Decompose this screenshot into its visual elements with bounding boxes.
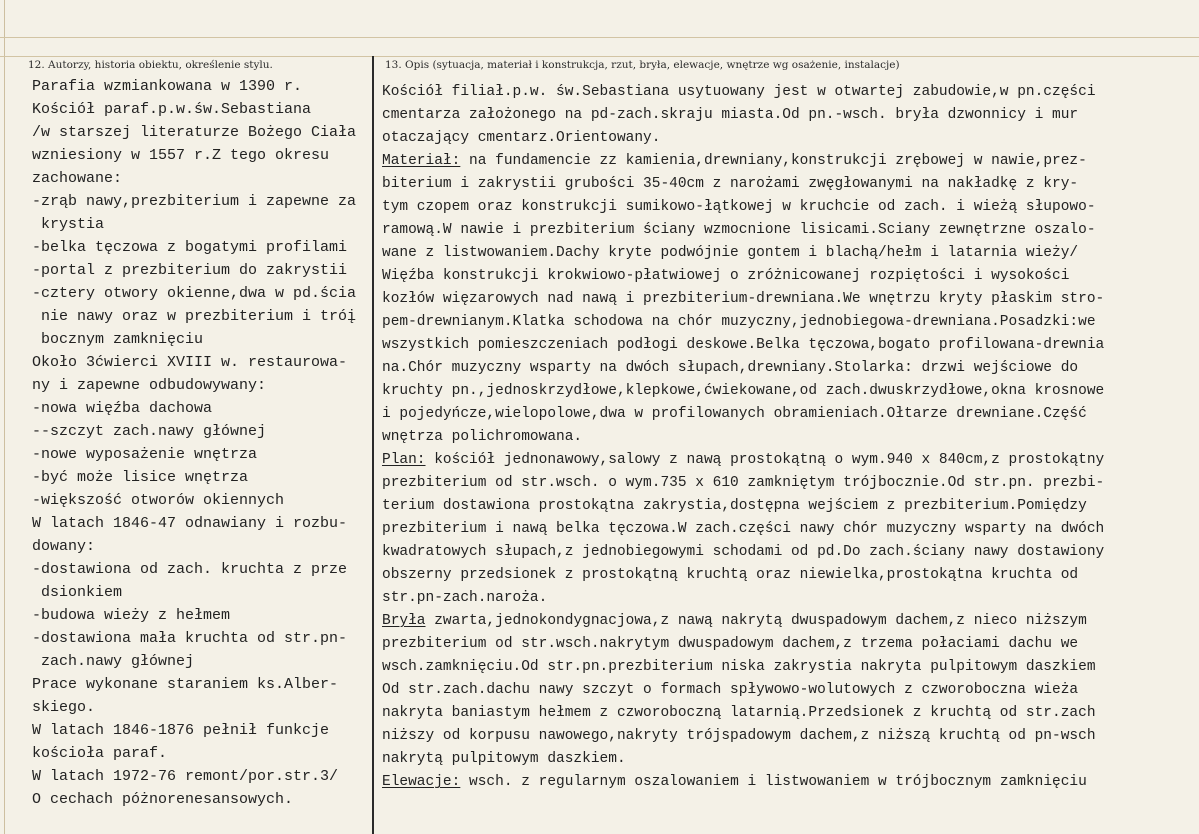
description-line: kozłów więzarowych nad nawą i prezbiterium-drewniana.We wnętrzu kryty płaskim stro-	[382, 291, 1105, 307]
history-line: W latach 1846-47 odnawiany i rozbu-	[32, 515, 348, 532]
history-line: /w starszej literaturze Bożego Ciała	[32, 124, 357, 141]
description-line: cmentarza założonego na pd-zach.skraju miasta.Od pn.-wsch. bryła dzwonnicy i mur	[382, 107, 1079, 123]
description-line: niższy od korpusu nawowego,nakryty trójspadowym dachem,z niższą kruchtą od pn-wsch	[382, 728, 1096, 744]
right-column-header: 13. Opis (sytuacja, materiał i konstrukcja, rzut, bryła, elewacje, wnętrze wg osażenie, instalacje)	[385, 59, 900, 71]
description-line: kruchty pn.,jednoskrzydłowe,klepkowe,ćwiekowane,od zach.dwuskrzydłowe,okna krosnowe	[382, 383, 1105, 399]
history-line: -cztery otwory okienne,dwa w pd.ścia	[32, 285, 357, 302]
history-line: bocznym zamknięciu	[32, 331, 204, 348]
header-rule-top	[0, 37, 1199, 38]
description-line: Więźba konstrukcji krokwiowo-płatwiowej o zróżnicowanej rozpiętości i wysokości	[382, 268, 1070, 284]
description-line: wnętrza polichromowana.	[382, 429, 583, 445]
section-keyword: Materiał:	[382, 153, 461, 169]
history-line: -nowa więźba dachowa	[32, 400, 213, 417]
description-line: nakryta baniastym hełmem z czworoboczną latarnią.Przedsionek z kruchtą od str.zach	[382, 705, 1096, 721]
history-line: dowany:	[32, 538, 96, 555]
description-line: wane z listwowaniem.Dachy kryte podwójnie gontem i blachą/hełm i latarnia wieży/	[382, 245, 1079, 261]
description-line: Bryła zwarta,jednokondygnacjowa,z nawą nakrytą dwuspadowym dachem,z nieco niższym	[382, 613, 1087, 629]
history-line: wzniesiony w 1557 r.Z tego okresu	[32, 147, 330, 164]
description-line: Od str.zach.dachu nawy szczyt o formach spływowo-wolutowych z czworoboczna wieża	[382, 682, 1079, 698]
history-line: -być może lisice wnętrza	[32, 469, 249, 486]
history-line: Parafia wzmiankowana w 1390 r.	[32, 78, 303, 95]
history-line: Kościół paraf.p.w.św.Sebastiana	[32, 101, 312, 118]
history-line: Około 3ćwierci XVIII w. restaurowa-	[32, 354, 348, 371]
description-line: kwadratowych słupach,z jednobiegowymi schodami od pd.Do zach.ściany nawy dostawiony	[382, 544, 1105, 560]
section-keyword: Elewacje:	[382, 774, 461, 790]
description-line: wszystkich pomieszczeniach podłogi deskowe.Belka tęczowa,bogato profilowana-drewnia	[382, 337, 1105, 353]
history-line: -belka tęczowa z bogatymi profilami	[32, 239, 348, 256]
section-keyword: Plan:	[382, 452, 426, 468]
column-divider	[372, 56, 374, 834]
history-column	[32, 75, 356, 811]
description-line: ramową.W nawie i prezbiterium ściany wzmocnione lisicami.Sciany zewnętrzne oszalo-	[382, 222, 1096, 238]
history-line: W latach 1972-76 remont/por.str.3/	[32, 768, 339, 785]
description-line: wsch.zamknięciu.Od str.pn.prezbiterium niska zakrystia nakryta pulpitowym daszkiem	[382, 659, 1096, 675]
history-line: kościoła paraf.	[32, 745, 168, 762]
description-line: Kościół filiał.p.w. św.Sebastiana usytuowany jest w otwartej zabudowie,w pn.części	[382, 84, 1096, 100]
description-line: Plan: kościół jednonawowy,salowy z nawą prostokątną o wym.940 x 840cm,z prostokątny	[382, 452, 1105, 468]
history-line: zach.nawy głównej	[32, 653, 195, 670]
history-line: zachowane:	[32, 170, 123, 187]
description-line: nakrytą pulpitowym daszkiem.	[382, 751, 626, 767]
history-line: Prace wykonane staraniem ks.Alber-	[32, 676, 339, 693]
history-line: -nowe wyposażenie wnętrza	[32, 446, 258, 463]
history-line: -większość otworów okiennych	[32, 492, 285, 509]
description-line: terium dostawiona prostokątna zakrystia,dostępna wejściem z prezbiterium.Pomiędzy	[382, 498, 1087, 514]
history-line: -dostawiona mała kruchta od str.pn-	[32, 630, 348, 647]
description-column	[382, 81, 1104, 794]
description-line: na.Chór muzyczny wsparty na dwóch słupach,drewniany.Stolarka: drzwi wejściowe do	[382, 360, 1079, 376]
left-margin-rule	[4, 0, 5, 834]
description-line: obszerny przedsionek z prostokątną kruchtą oraz niewielka,prostokątna kruchta od	[382, 567, 1079, 583]
history-line: --szczyt zach.nawy głównej	[32, 423, 267, 440]
header-rule-bottom	[0, 56, 1199, 57]
description-line: biterium i zakrystii grubości 35-40cm z narożami zwęgłowanymi na nakładkę z kry-	[382, 176, 1079, 192]
history-line: W latach 1846-1876 pełnił funkcje	[32, 722, 330, 739]
history-line: O cechach póżnorenesansowych.	[32, 791, 294, 808]
description-line: Materiał: na fundamencie zz kamienia,drewniany,konstrukcji zrębowej w nawie,prez-	[382, 153, 1087, 169]
section-keyword: Bryła	[382, 613, 426, 629]
history-line: -budowa wieży z hełmem	[32, 607, 231, 624]
history-line: krystia	[32, 216, 105, 233]
description-line: prezbiterium i nawą belka tęczowa.W zach.części nawy chór muzyczny wsparty na dwóch	[382, 521, 1105, 537]
description-line: Elewacje: wsch. z regularnym oszalowaniem i listwowaniem w trójbocznym zamknięciu	[382, 774, 1087, 790]
description-line: pem-drewnianym.Klatka schodowa na chór muzyczny,jednobiegowa-drewniana.Posadzki:we	[382, 314, 1096, 330]
left-column-header: 12. Autorzy, historia obiektu, określenie stylu.	[28, 59, 273, 71]
history-line: -dostawiona od zach. kruchta z prze	[32, 561, 348, 578]
history-line: dsionkiem	[32, 584, 123, 601]
history-line: -portal z prezbiterium do zakrystii	[32, 262, 348, 279]
description-line: i pojedyńcze,wielopolowe,dwa w profilowanych obramieniach.Ołtarze drewniane.Część	[382, 406, 1087, 422]
history-line: skiego.	[32, 699, 96, 716]
description-line: str.pn-zach.naroża.	[382, 590, 548, 606]
description-line: prezbiterium od str.wsch.nakrytym dwuspadowym dachem,z trzema połaciami dachu we	[382, 636, 1079, 652]
history-line: nie nawy oraz w prezbiterium i tróį	[32, 308, 357, 325]
description-line: prezbiterium od str.wsch. o wym.735 x 610 zamkniętym trójbocznie.Od str.pn. prezbi-	[382, 475, 1105, 491]
history-line: -zrąb nawy,prezbiterium i zapewne za	[32, 193, 357, 210]
description-line: otaczający cmentarz.Orientowany.	[382, 130, 661, 146]
history-line: ny i zapewne odbudowywany:	[32, 377, 267, 394]
description-line: tym czopem oraz konstrukcji sumikowo-łątkowej w kruchcie od zach. i wieżą słupowo-	[382, 199, 1096, 215]
